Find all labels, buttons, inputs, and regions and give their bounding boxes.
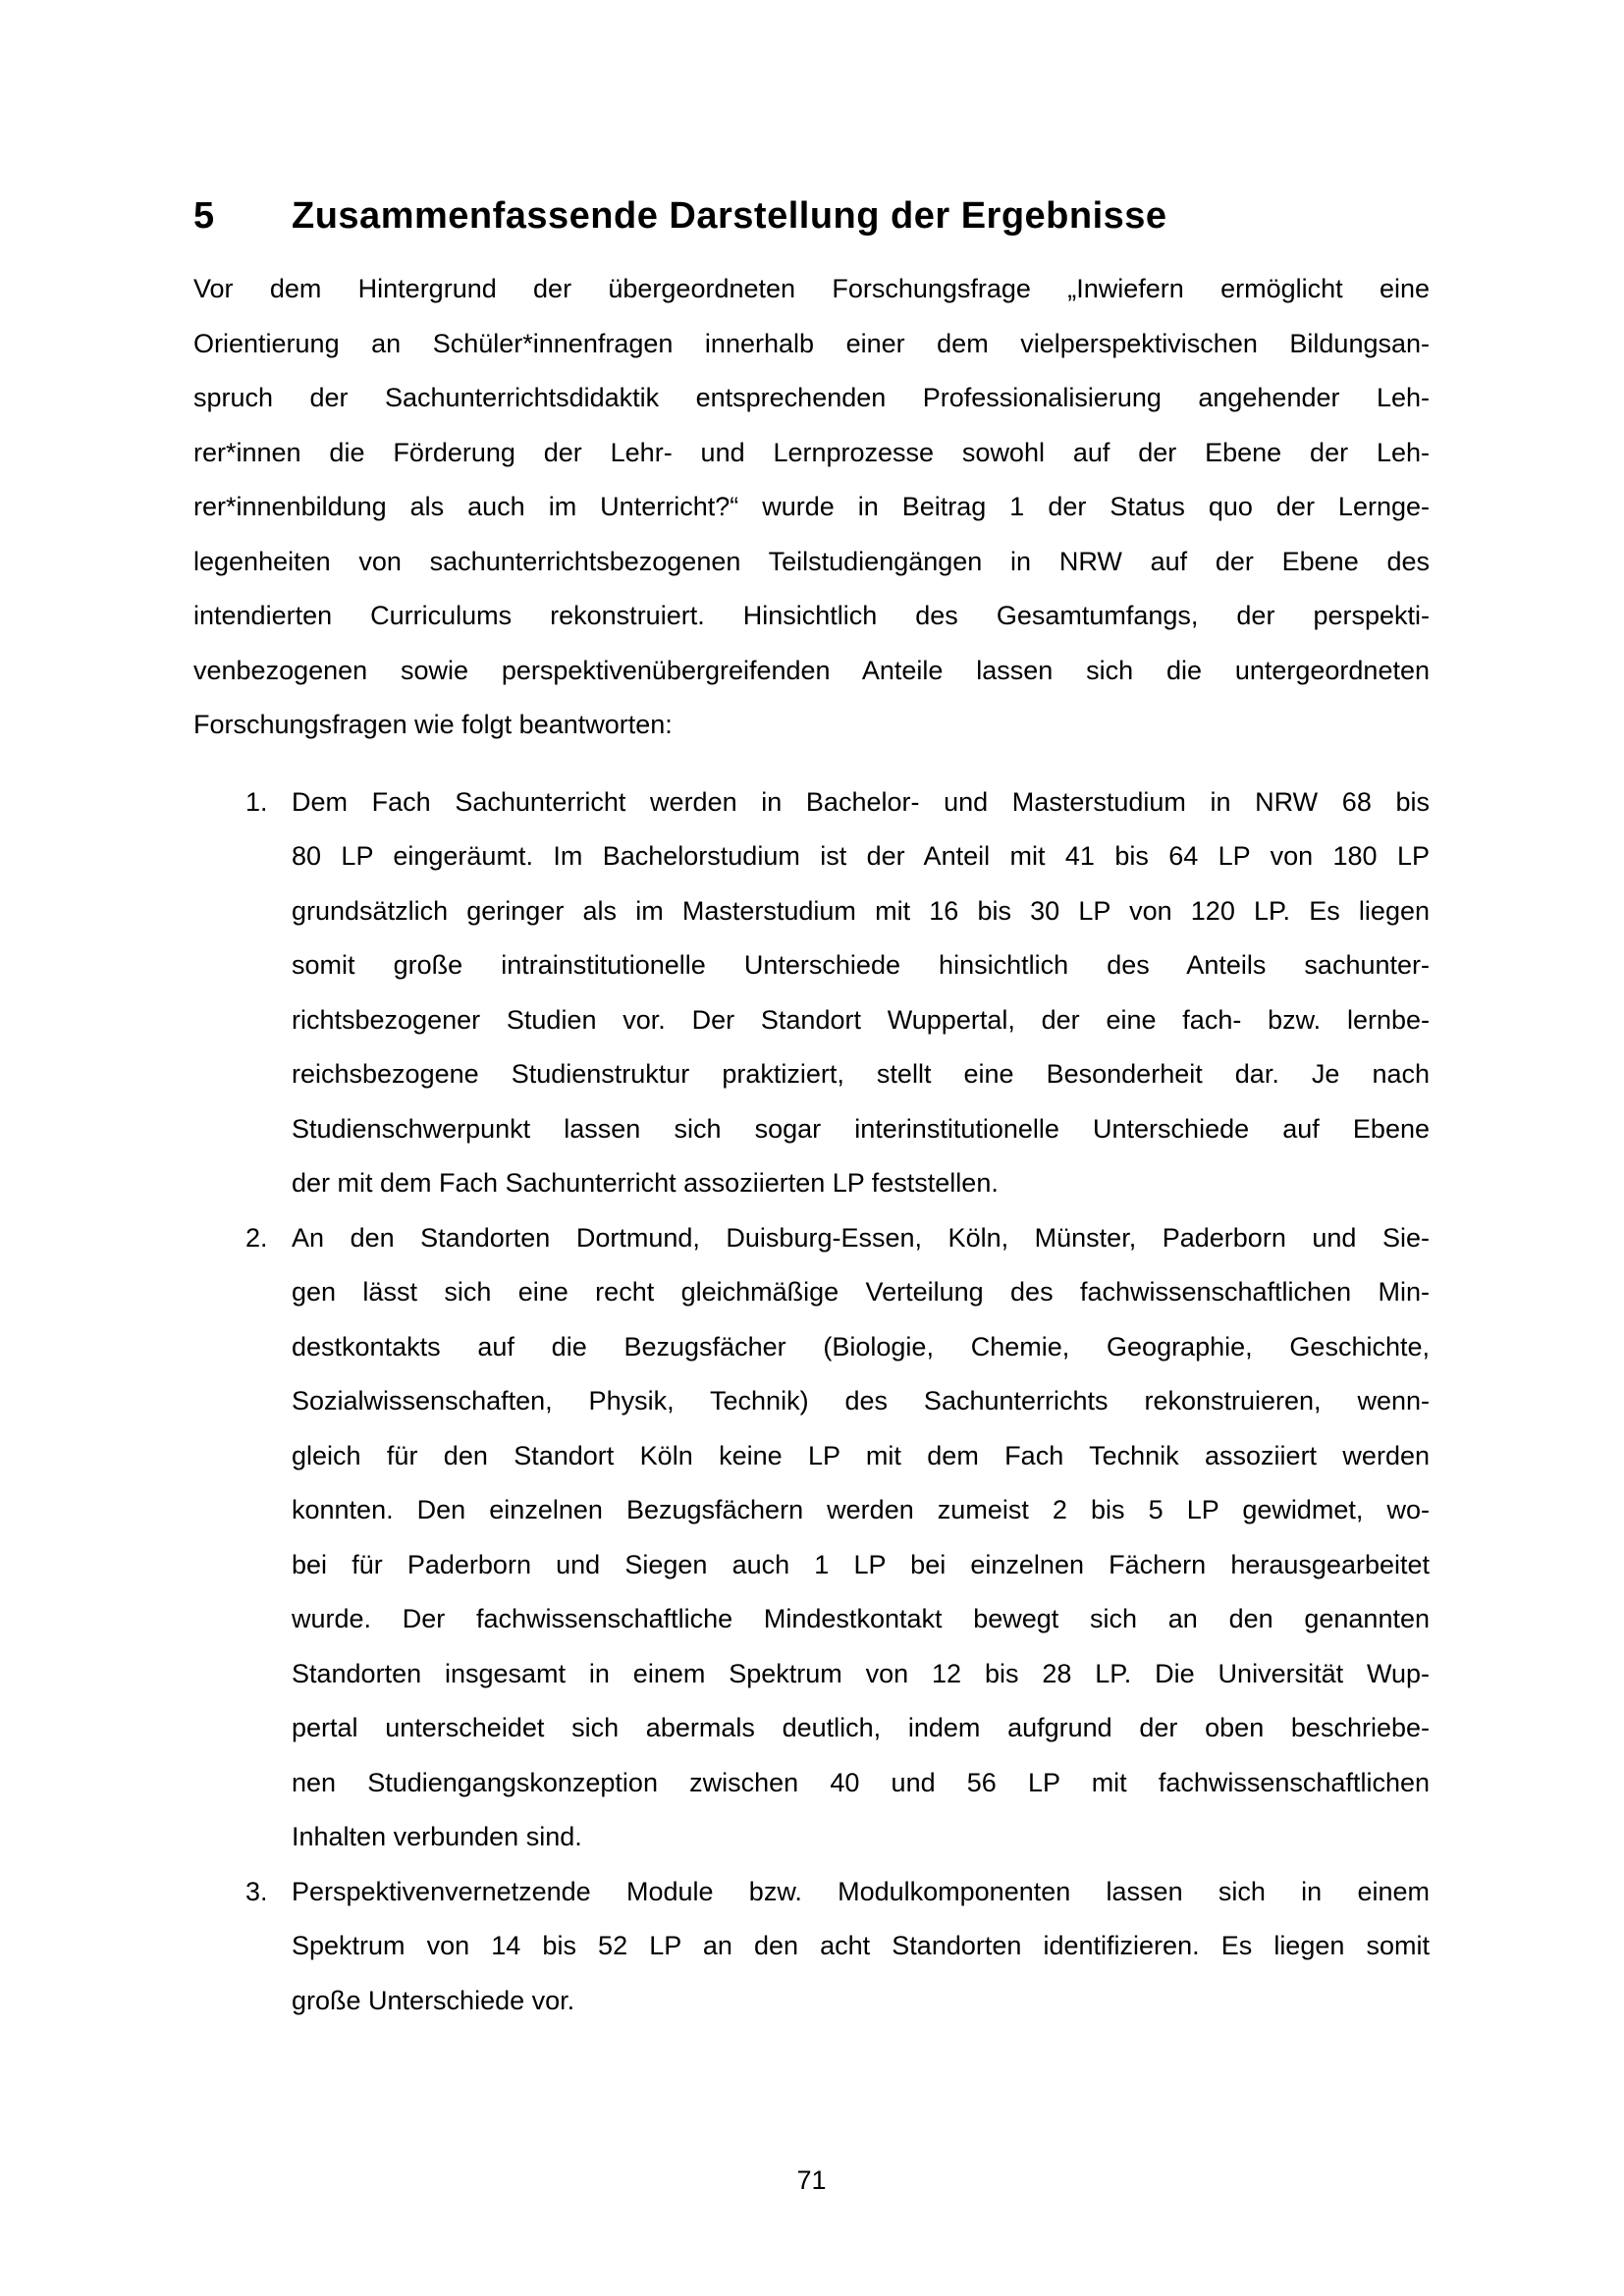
text-line: Sozialwissenschaften, Physik, Technik) des Sachunterrichts rekonstruieren, wenn- <box>292 1386 1430 1415</box>
text-line: konnten. Den einzelnen Bezugsfächern werden zumeist 2 bis 5 LP gewidmet, wo- <box>292 1495 1430 1524</box>
text-line: somit große intrainstitutionelle Unterschiede hinsichtlich des Anteils sachunter- <box>292 950 1430 980</box>
text-line: Standorten insgesamt in einem Spektrum von 12 bis 28 LP. Die Universität Wup- <box>292 1658 1430 1688</box>
text-line: Perspektivenvernetzende Module bzw. Modulkomponenten lassen sich in einem <box>292 1876 1430 1906</box>
heading-title: Zusammenfassende Darstellung der Ergebnisse <box>292 195 1167 237</box>
list-item-lines <box>292 775 1430 1211</box>
list-item <box>193 775 1430 1211</box>
text-line: rer*innen die Förderung der Lehr- und Lernprozesse sowohl auf der Ebene der Leh- <box>193 437 1430 467</box>
text-line: bei für Paderborn und Siegen auch 1 LP bei einzelnen Fächern herausgearbeitet <box>292 1549 1430 1579</box>
text-line: intendierten Curriculums rekonstruiert. Hinsichtlich des Gesamtumfangs, der perspekti- <box>193 601 1430 630</box>
page-number: 71 <box>796 2165 827 2195</box>
text-line: destkontakts auf die Bezugsfächer (Biologie, Chemie, Geographie, Geschichte, <box>292 1331 1430 1362</box>
text-line: rer*innenbildung als auch im Unterricht?“ wurde in Beitrag 1 der Status quo der Lernge- <box>193 492 1430 521</box>
text-line: gleich für den Standort Köln keine LP mit dem Fach Technik assoziiert werden <box>292 1440 1430 1470</box>
text-line: Dem Fach Sachunterricht werden in Bachelor- und Masterstudium in NRW 68 bis <box>292 786 1430 817</box>
list-item-lines <box>292 1865 1430 2029</box>
text-line: nen Studiengangskonzeption zwischen 40 und 56 LP mit fachwissenschaftlichen <box>292 1767 1430 1797</box>
text-line: Vor dem Hintergrund der übergeordneten Forschungsfrage „Inwiefern ermöglicht eine <box>193 274 1430 303</box>
text-line: 80 LP eingeräumt. Im Bachelorstudium ist der Anteil mit 41 bis 64 LP von 180 LP <box>292 841 1430 871</box>
list-item-lines <box>292 1211 1430 1865</box>
section-heading <box>193 193 1430 239</box>
text-line: grundsätzlich geringer als im Masterstudium mit 16 bis 30 LP von 120 LP. Es liegen <box>292 895 1430 926</box>
list-item <box>193 1865 1430 2029</box>
text-line: richtsbezogener Studien vor. Der Standort Wuppertal, der eine fach- bzw. lernbe- <box>292 1004 1430 1035</box>
text-line: reichsbezogene Studienstruktur praktiziert, stellt eine Besonderheit dar. Je nach <box>292 1059 1430 1089</box>
text-line: An den Standorten Dortmund, Duisburg-Essen, Köln, Münster, Paderborn und Sie- <box>292 1222 1430 1253</box>
text-line: wurde. Der fachwissenschaftliche Mindestkontakt bewegt sich an den genannten <box>292 1604 1430 1633</box>
text-line: spruch der Sachunterrichtsdidaktik entsprechenden Professionalisierung angehender Leh- <box>193 383 1430 412</box>
list-item-marker: 3. <box>245 1876 268 1906</box>
page-content <box>193 0 1430 2028</box>
text-line: Studienschwerpunkt lassen sich sogar interinstitutionelle Unterschiede auf Ebene <box>292 1113 1430 1144</box>
text-line: venbezogenen sowie perspektivenübergreifenden Anteile lassen sich die untergeordneten <box>193 655 1430 685</box>
text-line: Inhalten verbunden sind. <box>292 1822 582 1851</box>
numbered-list <box>193 775 1430 2029</box>
intro-paragraph <box>193 262 1430 753</box>
text-line: große Unterschiede vor. <box>292 1985 575 2015</box>
text-line: gen lässt sich eine recht gleichmäßige Verteilung des fachwissenschaftlichen Min- <box>292 1277 1430 1307</box>
text-line: der mit dem Fach Sachunterricht assoziierten LP feststellen. <box>292 1168 999 1198</box>
text-line: Spektrum von 14 bis 52 LP an den acht Standorten identifizieren. Es liegen somit <box>292 1931 1430 1960</box>
text-line: Orientierung an Schüler*innenfragen innerhalb einer dem vielperspektivischen Bildungsan- <box>193 328 1430 358</box>
list-item-marker: 1. <box>245 786 268 817</box>
text-line: Forschungsfragen wie folgt beantworten: <box>193 710 673 739</box>
list-item-marker: 2. <box>245 1222 268 1253</box>
text-line: legenheiten von sachunterrichtsbezogenen Teilstudiengängen in NRW auf der Ebene des <box>193 546 1430 576</box>
heading-number: 5 <box>193 195 215 237</box>
text-line: pertal unterscheidet sich abermals deutlich, indem aufgrund der oben beschriebe- <box>292 1713 1430 1742</box>
list-item <box>193 1211 1430 1865</box>
